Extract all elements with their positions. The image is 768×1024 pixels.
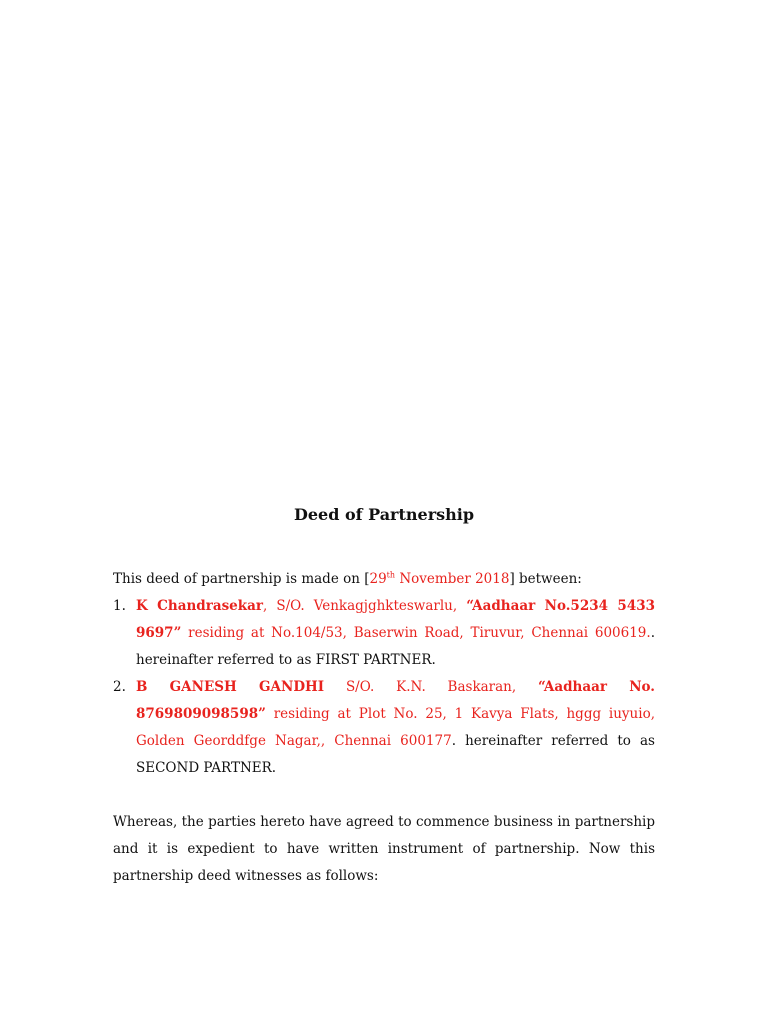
partner-address: residing at No.104/53, Baserwin Road, Tiruvur, Chennai 600619. (181, 625, 651, 641)
partner-name: K Chandrasekar (136, 598, 263, 614)
whereas-paragraph: Whereas, the parties hereto have agreed to commence business in partnership and it is expedient to have written instrument of partnership. Now this partnership deed witnesses as follows: (113, 814, 655, 884)
partner-aadhaar: “Aadhaar No.5234 5433 9697” (136, 598, 656, 641)
deed-date-day: 29 (369, 571, 387, 587)
partner-relation: , S/O. Venkagjghkteswarlu, (263, 598, 467, 614)
paragraph-spacer (113, 782, 655, 809)
partner-relation: S/O. K.N. Baskaran, (324, 679, 538, 695)
partner-designation: . hereinafter referred to as SECOND PARTNER. (136, 733, 655, 776)
list-number: 2. (113, 679, 126, 695)
partner-name: B GANESH GANDHI (136, 679, 325, 695)
intro-paragraph (113, 566, 655, 593)
partner-address: residing at Plot No. 25, 1 Kavya Flats, hggg iuyuio, Golden Georddfge Nagar,, Chennai 600177 (136, 706, 655, 749)
partner-aadhaar: “Aadhaar No. 8769809098598” (136, 679, 656, 722)
deed-date (369, 571, 509, 587)
intro-after: ] between: (509, 571, 582, 587)
document-title: Deed of Partnership (293, 505, 475, 524)
deed-date-suffix: th (386, 570, 396, 580)
document-body (113, 566, 655, 890)
intro-before: This deed of partnership is made on [ (113, 571, 370, 587)
partner-item-first (113, 593, 655, 674)
deed-date-rest: November 2018 (395, 571, 510, 587)
partner-designation: . hereinafter referred to as FIRST PARTNER. (136, 625, 655, 668)
partner-item-second (113, 674, 655, 782)
list-number: 1. (113, 598, 126, 614)
